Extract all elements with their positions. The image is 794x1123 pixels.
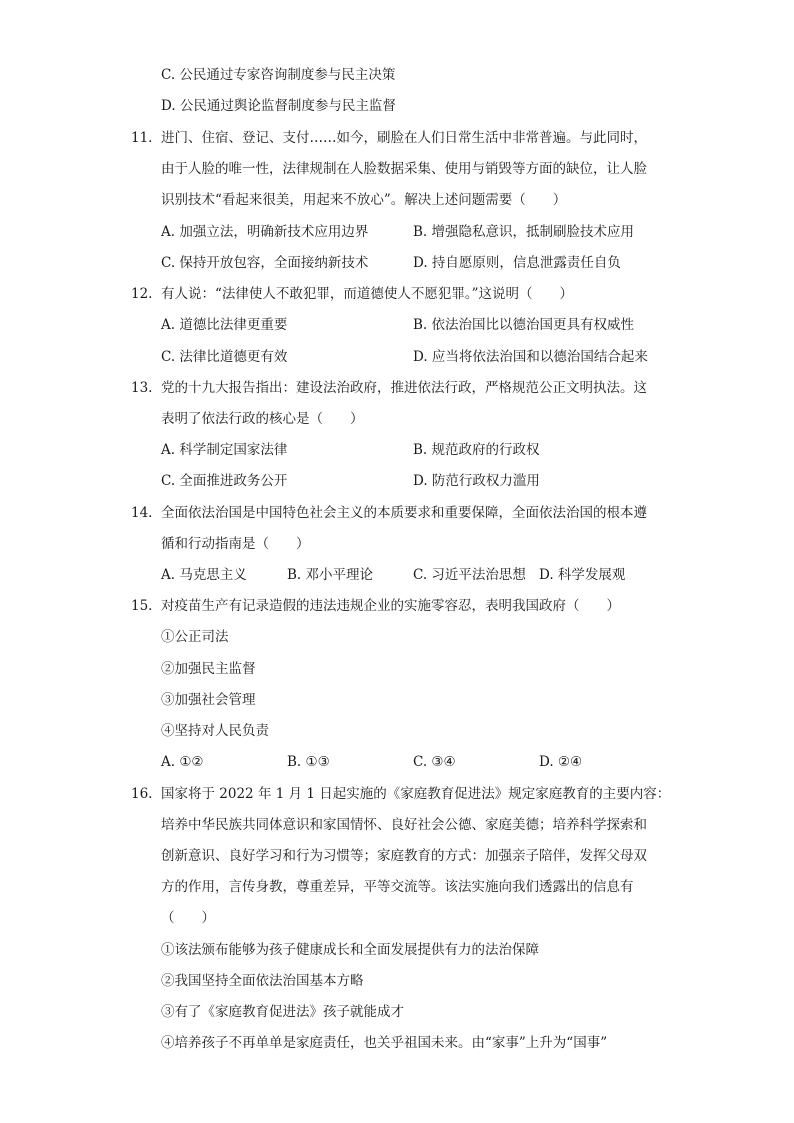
- q12-option-d: D. 应当将依法治国和以德治国结合起来: [413, 349, 648, 365]
- q10-option-c: C. 公民通过专家咨询制度参与民主决策: [161, 67, 396, 83]
- q12-option-a: A. 道德比法律更重要: [161, 317, 288, 333]
- q15-option-c: C. ③④: [413, 754, 456, 770]
- q16-stem-line: （ ）: [161, 910, 215, 926]
- q12-option-b: B. 依法治国比以德治国更具有权威性: [413, 317, 635, 333]
- q11-number: 11.: [131, 130, 153, 146]
- q15-number: 15.: [131, 598, 153, 614]
- q11-option-c: C. 保持开放包容，全面接纳新技术: [161, 255, 369, 271]
- q16-statement: ①该法颁布能够为孩子健康成长和全面发展提供有力的法治保障: [161, 942, 539, 958]
- q14-number: 14.: [131, 505, 153, 521]
- q11-option-d: D. 持自愿原则，信息泄露责任自负: [413, 255, 621, 271]
- q15-stem-line: 对疫苗生产有记录造假的违法违规企业的实施零容忍，表明我国政府（ ）: [161, 598, 620, 614]
- q13-stem-line: 党的十九大报告指出：建设法治政府，推进依法行政，严格规范公正文明执法。这: [161, 380, 647, 396]
- q14-option-b: B. 邓小平理论: [287, 567, 374, 583]
- q16-stem-line: 方的作用，言传身教，尊重差异，平等交流等。该法实施向我们透露出的信息有: [161, 879, 634, 895]
- q15-option-b: B. ①③: [287, 754, 330, 770]
- q11-option-a: A. 加强立法，明确新技术应用边界: [161, 224, 369, 240]
- q14-stem-line: 全面依法治国是中国特色社会主义的本质要求和重要保障，全面依法治国的根本遵: [161, 505, 647, 521]
- q13-option-d: D. 防范行政权力滥用: [413, 473, 540, 489]
- q15-statement: ④坚持对人民负责: [161, 723, 269, 739]
- q15-option-d: D. ②④: [539, 754, 583, 770]
- q11-stem-line: 进门、住宿、登记、支付……如今，刷脸在人们日常生活中非常普遍。与此同时，: [161, 130, 647, 146]
- q11-stem-line: 由于人脸的唯一性，法律规制在人脸数据采集、使用与销毁等方面的缺位，让人脸: [161, 161, 647, 177]
- q15-statement: ③加强社会管理: [161, 692, 256, 708]
- q12-stem-line: 有人说：“法律使人不敢犯罪，而道德使人不愿犯罪。”这说明（ ）: [161, 286, 574, 302]
- q13-number: 13.: [131, 380, 153, 396]
- q16-statement: ④培养孩子不再单单是家庭责任，也关乎祖国未来。由“家事”上升为“国事”: [161, 1035, 608, 1051]
- q15-option-a: A. ①②: [161, 754, 204, 770]
- q11-stem-line: 识别技术“看起来很美，用起来不放心”。解决上述问题需要（ ）: [161, 192, 567, 208]
- q15-statement: ②加强民主监督: [161, 661, 256, 677]
- q14-option-d: D. 科学发展观: [539, 567, 626, 583]
- q13-option-b: B. 规范政府的行政权: [413, 442, 540, 458]
- q16-statement: ②我国坚持全面依法治国基本方略: [161, 973, 364, 989]
- q14-option-c: C. 习近平法治思想: [413, 567, 526, 583]
- q12-number: 12.: [131, 286, 153, 302]
- q15-statement: ①公正司法: [161, 629, 229, 645]
- q12-option-c: C. 法律比道德更有效: [161, 349, 288, 365]
- q16-stem-line: 国家将于 2022 年 1 月 1 日起实施的《家庭教育促进法》规定家庭教育的主要内容：: [161, 786, 671, 802]
- q16-stem-line: 创新意识、良好学习和行为习惯等；家庭教育的方式：加强亲子陪伴，发挥父母双: [161, 848, 647, 864]
- q16-statement: ③有了《家庭教育促进法》孩子就能成才: [161, 1004, 404, 1020]
- q13-option-c: C. 全面推进政务公开: [161, 473, 288, 489]
- q16-number: 16.: [131, 786, 153, 802]
- q16-stem-line: 培养中华民族共同体意识和家国情怀、良好社会公德、家庭美德；培养科学探索和: [161, 817, 647, 833]
- q13-stem-line: 表明了依法行政的核心是（ ）: [161, 411, 364, 427]
- q13-option-a: A. 科学制定国家法律: [161, 442, 288, 458]
- q14-stem-line: 循和行动指南是（ ）: [161, 536, 310, 552]
- q11-option-b: B. 增强隐私意识，抵制刷脸技术应用: [413, 224, 635, 240]
- q14-option-a: A. 马克思主义: [161, 567, 247, 583]
- q10-option-d: D. 公民通过舆论监督制度参与民主监督: [161, 98, 396, 114]
